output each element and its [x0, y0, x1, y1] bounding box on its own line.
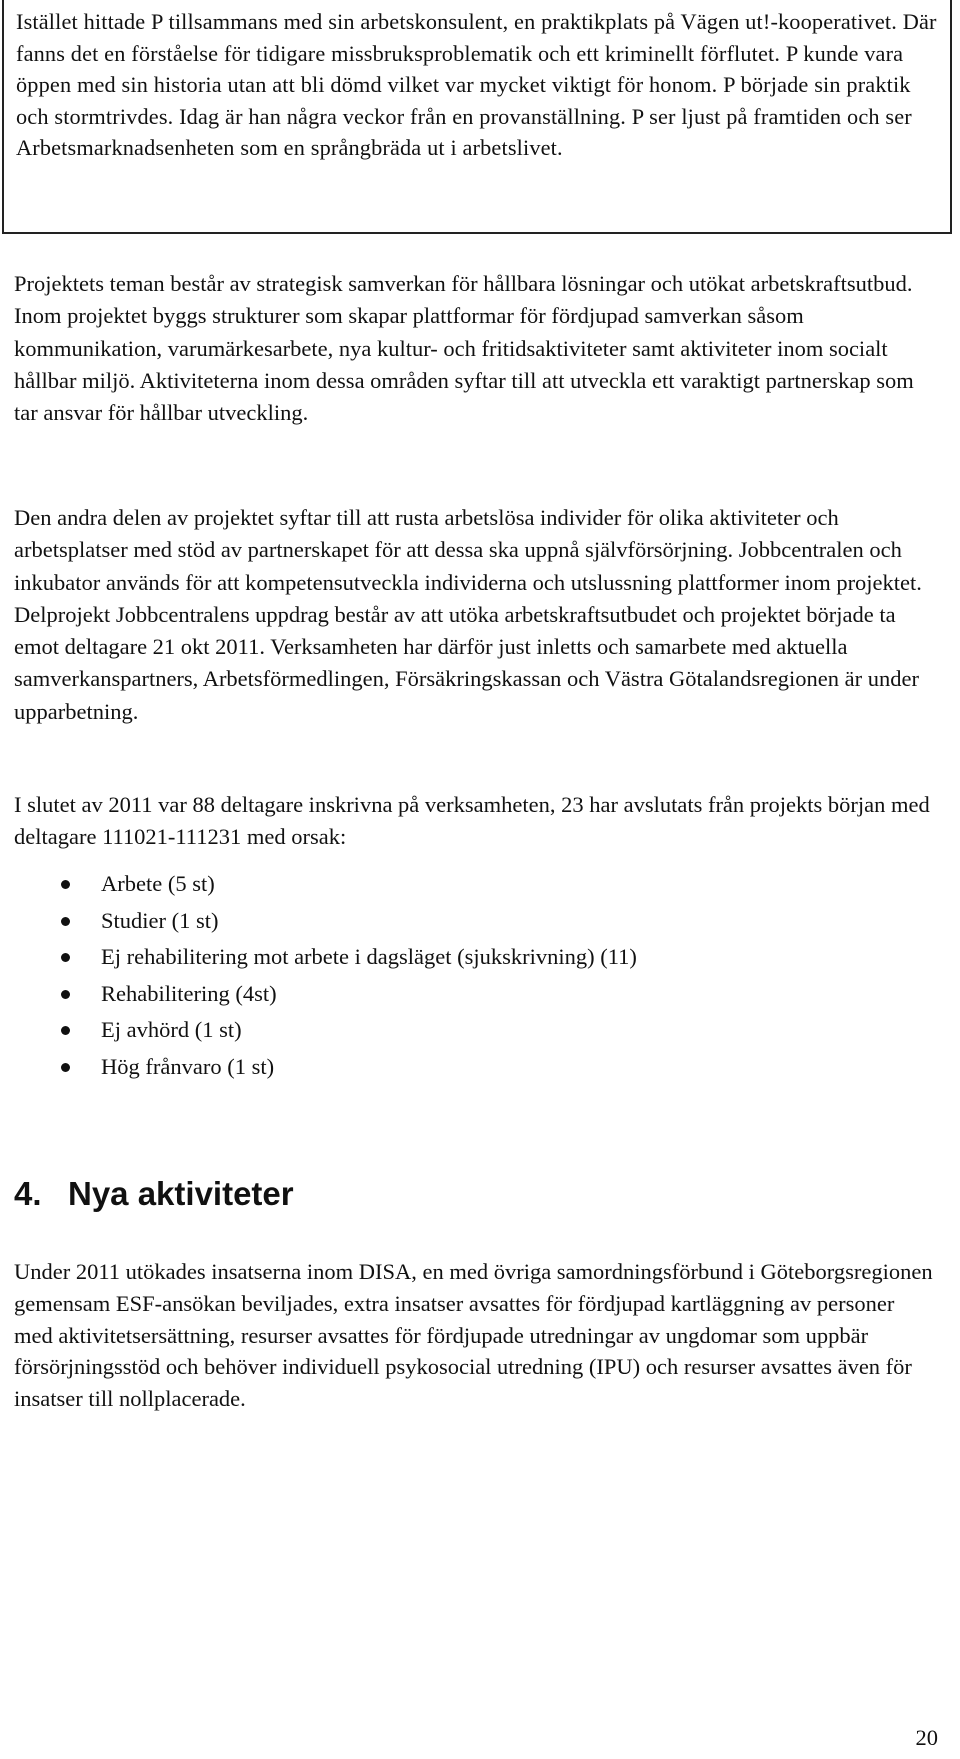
list-item-label: Arbete (5 st) — [101, 871, 215, 896]
bullet-icon — [61, 917, 70, 926]
bullet-icon — [61, 953, 70, 962]
section-number: 4. — [14, 1175, 42, 1212]
list-item-label: Ej rehabilitering mot arbete i dagsläget (sjukskrivning) (11) — [101, 944, 637, 969]
bullet-icon — [61, 990, 70, 999]
case-story-text: Istället hittade P tillsammans med sin arbetskonsulent, en praktikplats på Vägen ut!-kooperativet. Där fanns det en förståelse för tidigare missbruksproblematik och ett kriminellt förflutet. P kunde vara öppen med sin historia utan att bli dömd vilket var mycket viktigt för honom. P började sin praktik och stormtrivdes. Idag är han några veckor från en provanställning. P ser ljust på framtiden och ser Arbetsmarknadsenheten som en språngbräda ut i arbetslivet. — [16, 9, 937, 161]
page-number: 20 — [915, 1725, 938, 1750]
list-item-label: Ej avhörd (1 st) — [101, 1017, 242, 1042]
participants-paragraph: I slutet av 2011 var 88 deltagare inskrivna på verksamheten, 23 har avslutats från projekts början med deltagare 111021-111231 med orsak: — [14, 792, 930, 850]
list-item — [0, 1049, 900, 1086]
list-item — [0, 903, 900, 940]
list-item — [0, 976, 900, 1013]
section-heading — [14, 1174, 294, 1214]
list-item — [0, 1012, 900, 1049]
list-item-label: Rehabilitering (4st) — [101, 980, 277, 1006]
exit-reasons-list — [0, 866, 900, 1085]
bullet-icon — [61, 1026, 70, 1035]
list-item-label: Hög frånvaro (1 st) — [101, 1053, 275, 1079]
list-item-label: Studier (1 st) — [101, 907, 219, 933]
new-activities-paragraph: Under 2011 utökades insatserna inom DISA, en med övriga samordningsförbund i Göteborgsregionen gemensam ESF-ansökan beviljades, extra insatser avsattes för fördjupad kartläggning av personer med aktivitetsersättning, resurser avsattes för fördjupade utredningar av ungdomar som uppbär försörjningsstöd och behöver individuell psykosocial utredning (IPU) och resurser avsattes även för insatser till nollplacerade. — [14, 1259, 933, 1412]
section-title: Nya aktiviteter — [68, 1175, 294, 1212]
case-story-box — [2, 0, 952, 234]
bullet-icon — [61, 880, 70, 889]
list-item — [0, 939, 900, 976]
themes-paragraph: Projektets teman består av strategisk samverkan för hållbara lösningar och utökat arbetskraftsutbud. Inom projektet byggs strukturer som skapar plattformar för fördjupad samverkan såsom kommunikation, varumärkesarbete, nya kultur- och fritidsaktiviteter samt aktiviteter inom socialt hållbar miljö. Aktiviteterna inom dessa områden syftar till att utveckla ett varaktigt partnerskap som tar ansvar för hållbar utveckling. — [14, 271, 914, 426]
bullet-icon — [61, 1063, 70, 1072]
second-part-paragraph: Den andra delen av projektet syftar till att rusta arbetslösa individer för olika aktiviteter och arbetsplatser med stöd av partnerskapet för att dessa ska uppnå självförsörjning. Jobbcentralen och inkubator används för att kompetensutveckla individerna och utslussning plattformer inom projektet. Delprojekt Jobbcentralens uppdrag består av att utöka arbetskraftsutbudet och projektet började ta emot deltagare 21 okt 2011. Verksamheten har därför just inletts och samarbete med aktuella samverkanspartners, Arbetsförmedlingen, Försäkringskassan och Västra Götalandsregionen är under upparbetning. — [14, 505, 922, 724]
list-item — [0, 866, 900, 903]
